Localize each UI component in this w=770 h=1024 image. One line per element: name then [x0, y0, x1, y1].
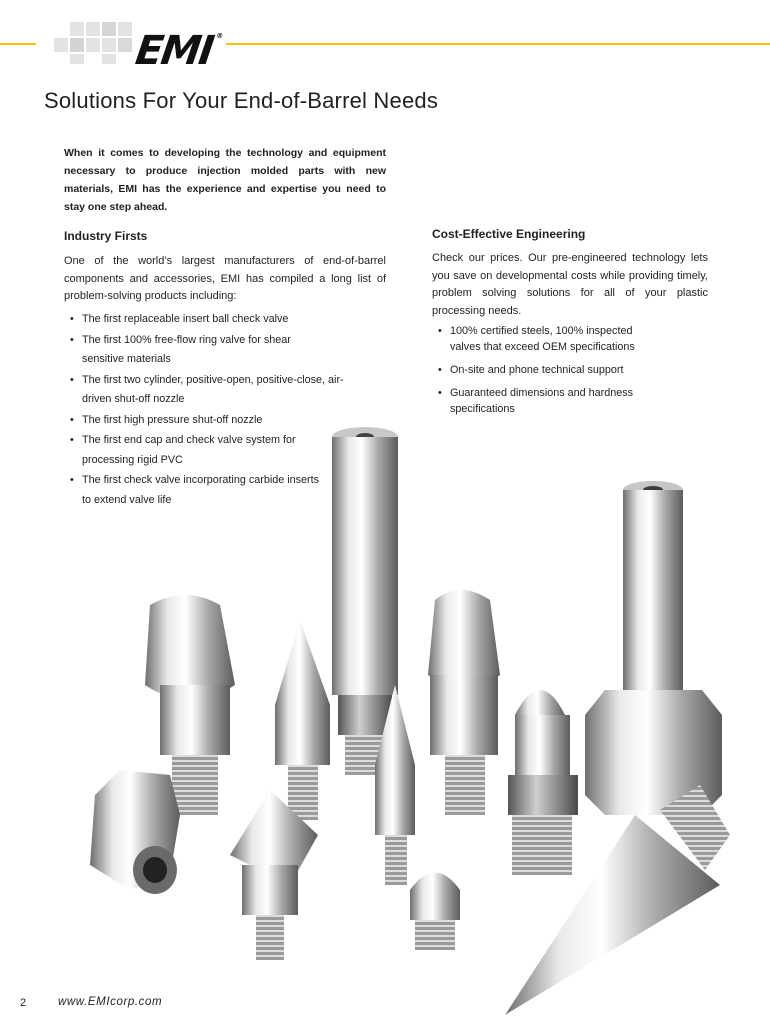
list-item: • The first replaceable insert ball check valve — [64, 310, 354, 330]
list-item: • The first 100% free-flow ring valve for shear sensitive materials — [64, 331, 332, 370]
list-item: • The first two cylinder, positive-open, positive-close, air-driven shut-off nozzle — [64, 371, 357, 410]
ring-valve-part-2 — [428, 590, 500, 815]
industry-firsts-heading: Industry Firsts — [64, 229, 148, 243]
nozzle-components-photo — [60, 415, 760, 1020]
small-dome-part — [410, 873, 460, 951]
website-link[interactable]: www.EMIcorp.com — [58, 996, 163, 1008]
cost-effective-list — [432, 323, 672, 424]
list-item: • The first end cap and check valve system for processing rigid PVC — [64, 431, 327, 470]
emi-logo: EMI® — [132, 28, 224, 74]
page-title: Solutions For Your End-of-Barrel Needs — [44, 88, 439, 113]
tall-hex-part — [585, 481, 722, 815]
header-rule-left — [0, 43, 36, 45]
cone-tip-part — [275, 620, 330, 820]
list-item: • Guaranteed dimensions and hardness specifications — [432, 385, 660, 417]
cost-effective-body: Check our prices. Our pre-engineered technology lets you save on developmental costs while providing timely, problem solving solutions for all of your plastic processing needs. — [432, 252, 708, 317]
hex-fitting-part — [90, 770, 180, 894]
header-rule-right — [226, 43, 770, 45]
dome-nozzle-part — [508, 690, 578, 875]
industry-firsts-body: One of the world’s largest manufacturers of end-of-barrel components and accessories, EMI has compiled a long list of problem-solving products including: — [64, 255, 386, 302]
cost-effective-heading: Cost-Effective Engineering — [432, 227, 586, 241]
list-item: • The first high pressure shut-off nozzle — [64, 411, 354, 431]
list-item: • The first check valve incorporating carbide inserts to extend valve life — [64, 471, 322, 510]
list-item: • 100% certified steels, 100% inspected valves that exceed OEM specifications — [432, 323, 660, 355]
intro-paragraph: When it comes to developing the technology and equipment necessary to produce injection molded parts with new materials, EMI has the experience and expertise you need to stay one step ahead. — [64, 147, 386, 213]
list-item: • On-site and phone technical support — [432, 362, 672, 378]
page-number: 2 — [20, 997, 27, 1009]
